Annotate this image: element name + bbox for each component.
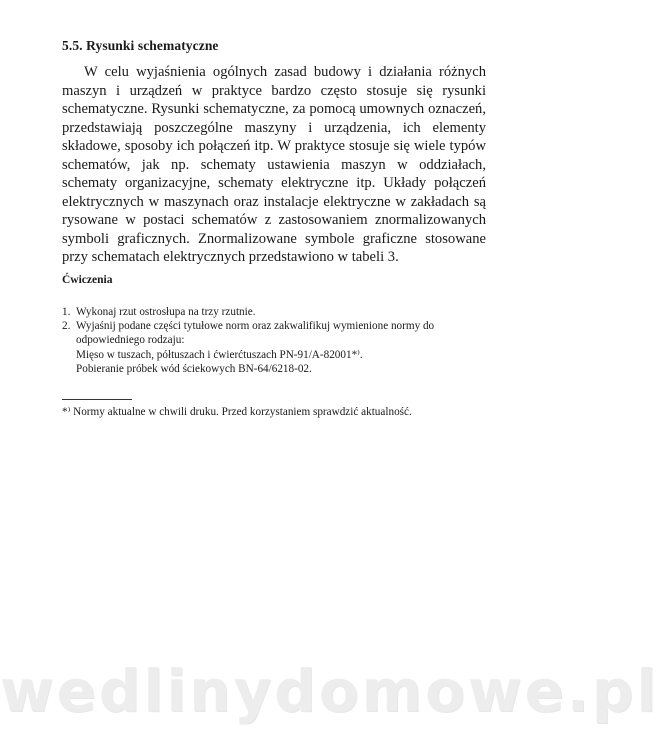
body-paragraph: W celu wyjaśnienia ogólnych zasad budowy i działania różnych maszyn i urządzeń w praktyce bardzo często stosuje się rysunki schematyczne. Rysunki schematyczne, za pomocą umownych oznaczeń, przedstawiają poszczególne maszyny i urządzenia, ich elementy składowe, sposoby ich połączeń itp. W praktyce stosuje się wiele typów schematów, jak np. schematy ustawienia maszyn w oddziałach, schematy organizacyjne, schematy elektryczne itp. Układy połączeń elektrycznych w maszynach oraz instalacje elektryczne w zakładach są rysowane w postaci schematów z zastosowaniem znormalizowanych symboli graficznych. Znormalizowane symbole graficzne stosowane przy schematach elektrycznych przedstawiono w tabeli 3. — [62, 64, 486, 265]
footnote: *⁾ Normy aktualne w chwili druku. Przed korzystaniem sprawdzić aktualność. — [62, 406, 412, 418]
exercise-item — [62, 305, 486, 319]
exercises-heading: Ćwiczenia — [62, 274, 113, 286]
exercise-text: Wyjaśnij podane części tytułowe norm oraz zakwalifikuj wymienione normy do odpowiedniego rodzaju: — [76, 320, 435, 347]
exercise-sub-item: Pobieranie próbek wód ściekowych BN-64/6218-02. — [76, 362, 312, 375]
exercise-item — [62, 319, 486, 376]
exercise-number: 1. — [62, 306, 71, 318]
exercise-number: 2. — [62, 320, 71, 333]
watermark: wedlinydomowe.pl — [0, 657, 659, 725]
footnote-divider — [62, 399, 132, 400]
exercise-text: Wykonaj rzut ostrosłupa na trzy rzutnie. — [76, 306, 256, 318]
exercise-sub-item: Mięso w tuszach, półtuszach i ćwierćtuszach PN-91/A-82001*⁾. — [76, 348, 363, 361]
section-heading: 5.5. Rysunki schematyczne — [62, 38, 219, 53]
section-body — [62, 63, 486, 267]
exercises-list — [62, 305, 486, 376]
